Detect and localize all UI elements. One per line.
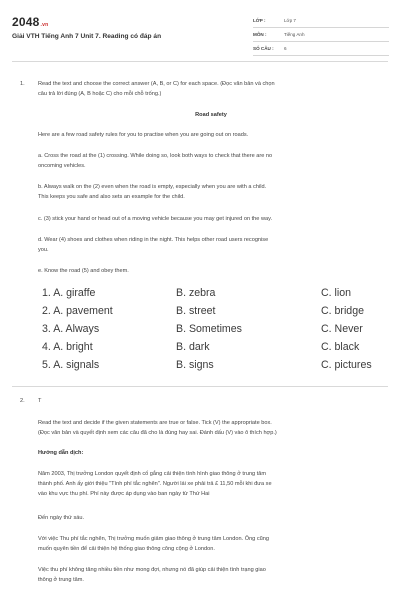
meta-key: MÔN : xyxy=(253,32,267,37)
translation-p1-line3: vào khu vực thu phí. Phí này được áp dụng vào ban ngày từ Thứ Hai xyxy=(38,491,210,497)
option-c[interactable]: C. lion xyxy=(321,287,352,299)
option-row xyxy=(42,287,382,305)
option-b[interactable]: B. signs xyxy=(176,359,214,371)
translation-p3-line2: muốn quyên tiền để cải thiện hệ thống giao thông công cộng ở London. xyxy=(38,546,215,552)
logo-suffix: .vn xyxy=(40,22,49,28)
passage-intro: Here are a few road safety rules for you to practise when you are going out on roads. xyxy=(38,132,249,138)
question-number: 2. xyxy=(20,398,25,404)
option-c[interactable]: C. pictures xyxy=(321,359,372,371)
option-a[interactable]: 5. A. signals xyxy=(42,359,100,371)
meta-row-class xyxy=(253,14,389,28)
translation-p2-line1: Đến ngày thứ sáu. xyxy=(38,515,85,521)
option-row xyxy=(42,359,382,377)
option-c[interactable]: C. Never xyxy=(321,323,363,335)
option-a[interactable]: 3. A. Always xyxy=(42,323,100,335)
option-row xyxy=(42,323,382,341)
rule-d-line1: d. Wear (4) shoes and clothes when riding in the night. This helps other road users recognise xyxy=(38,237,269,243)
meta-row-count xyxy=(253,42,389,56)
option-b[interactable]: B. Sometimes xyxy=(176,323,242,335)
translation-p4-line2: thông ở trung tâm. xyxy=(38,577,84,583)
meta-row-subject xyxy=(253,28,389,42)
question-instruction-translation: (Đọc văn bản và quyết định xem các câu đã cho là đúng hay sai. Đánh dấu (V) vào ô thích hợp.) xyxy=(38,430,277,436)
logo-text: 2048 xyxy=(12,15,40,29)
rule-e-line1: e. Know the road (5) and obey them. xyxy=(38,268,129,274)
meta-key: LỚP : xyxy=(253,18,266,23)
translation-p1-line1: Năm 2003, Thị trưởng London quyết định cố gắng cải thiện tình hình giao thông ở trung tâm xyxy=(38,471,267,477)
option-a[interactable]: 2. A. pavement xyxy=(42,305,113,317)
meta-key: SỐ CÂU : xyxy=(253,46,274,51)
meta-value: 6 xyxy=(284,46,287,51)
rule-b-line2: This keeps you safe and also sets an example for the child. xyxy=(38,194,185,200)
option-b[interactable]: B. zebra xyxy=(176,287,216,299)
translation-p4-line1: Việc thu phí không tăng nhiều tiền như mong đợi, nhưng nó đã giúp cải thiện tình trạng giao xyxy=(38,567,266,573)
option-c[interactable]: C. black xyxy=(321,341,360,353)
option-a[interactable]: 4. A. bright xyxy=(42,341,93,353)
option-row xyxy=(42,341,382,359)
document-title: Giải VTH Tiếng Anh 7 Unit 7. Reading có đáp án xyxy=(12,33,162,40)
meta-table xyxy=(253,14,389,56)
passage-title: Road safety xyxy=(195,112,227,118)
question-instruction: Read the text and choose the correct answer (A, B, or C) for each space. (Đọc văn bản và chọn xyxy=(38,81,275,87)
option-a[interactable]: 1. A. giraffe xyxy=(42,287,96,299)
meta-value: Tiếng Anh xyxy=(284,32,305,37)
question-instruction: Read the text and decide if the given statements are true or false. Tick (V) the appropriate box. xyxy=(38,420,272,426)
question-number: 1. xyxy=(20,81,25,87)
rule-a-line1: a. Cross the road at the (1) crossing. While doing so, look both ways to check that there are no xyxy=(38,153,273,159)
question-divider xyxy=(12,386,388,387)
header-divider xyxy=(12,61,388,62)
guide-title: Hướng dẫn dịch: xyxy=(38,450,84,456)
option-row xyxy=(42,305,382,323)
option-b[interactable]: B. street xyxy=(176,305,216,317)
question-instruction-translation: câu trả lời đúng (A, B hoặc C) cho mỗi chỗ trống.) xyxy=(38,91,162,97)
site-logo[interactable] xyxy=(12,15,48,29)
rule-c-line1: c. (3) stick your hand or head out of a moving vehicle because you may get injured on the way. xyxy=(38,216,273,222)
translation-p1-line2: thành phố. Anh ấy giới thiệu "Tính phí tắc nghẽn". Người lái xe phải trả £ 11,50 mỗi khi đưa xe xyxy=(38,481,272,487)
option-b[interactable]: B. dark xyxy=(176,341,210,353)
translation-p3-line1: Với việc Thu phí tắc nghẽn, Thị trưởng muốn giảm giao thông ở trung tâm London. Ông cũng xyxy=(38,536,269,542)
rule-b-line1: b. Always walk on the (2) even when the road is empty, especially when you are with a child. xyxy=(38,184,267,190)
question-short: T xyxy=(38,398,42,404)
meta-value: Lớp 7 xyxy=(284,18,296,23)
option-c[interactable]: C. bridge xyxy=(321,305,364,317)
rule-a-line2: oncoming vehicles. xyxy=(38,163,86,169)
rule-d-line2: you. xyxy=(38,247,49,253)
